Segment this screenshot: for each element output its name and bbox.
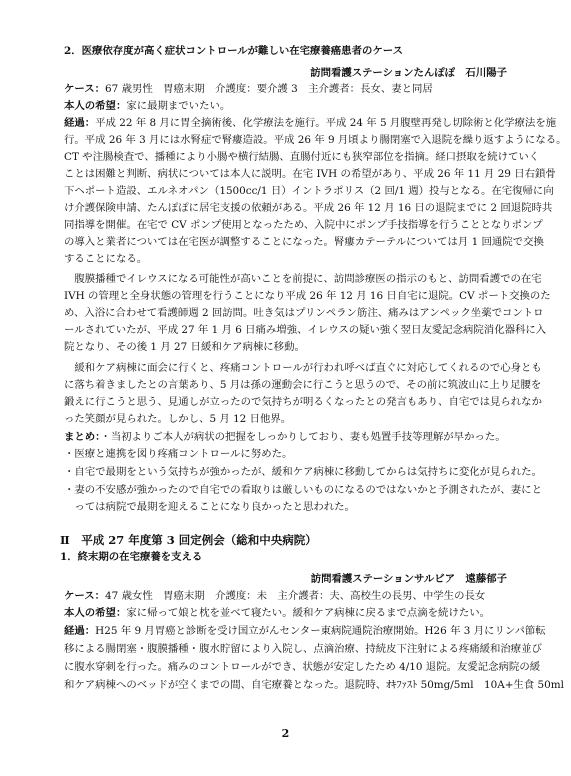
- case2-case: [64, 589, 494, 604]
- case1-wish-label: 本人の希望：: [64, 100, 127, 112]
- case2-course-line: に腹水穿刺を行った。痛みのコントロールができ、状態が安定したため 4/10 退院。友愛記念病院の緩: [64, 661, 541, 673]
- case1-case-label: ケース：: [64, 83, 106, 95]
- case1-course-line: け介護保険申請、たんぽぽに居宅支援の依頼がある。平成 26 年 12 月 16 日の退院までに 2 回退院時共: [64, 202, 553, 214]
- case1-summary-label: まとめ：: [64, 431, 101, 443]
- case1-course-line: 下ヘポート造設、エルネオパン（1500cc/1 日）イントラポリス（2 回/1 週）投与となる。在宅復帰に向: [64, 185, 554, 197]
- case1-author: 訪問看護ステーションたんぽぽ 石川陽子: [310, 67, 507, 79]
- case2-wish-text: 家に帰って娘と枕を並べて寝たい。緩和ケア病棟に戻るまで点滴を続けたい。: [126, 607, 491, 619]
- case1-course-line: 同指導を開催。在宅で CV ポンプ使用となったため、入院中にポンプ手技指導を行うこととなりポンプ: [64, 219, 543, 231]
- case1-course-line: 経過：平成 22 年 8 月に胃全摘術後、化学療法を施行。平成 24 年 5 月腹壁再発し切除術と化学療法を施: [64, 117, 557, 129]
- case2-wish-label: 本人の希望：: [64, 607, 127, 619]
- case2-course-line: 移による腸閉塞・腹膜播種・腹水貯留により入院し、点滴治療、持続皮下注射による疼痛緩和治療並び: [64, 643, 542, 655]
- case1-course-line: 鍛えに行こうと思う、見通しが立ったので気持ちが明るくなったとの発言もあり、自宅では見られなか: [64, 396, 542, 408]
- case2-course-line: 経過：H25 年 9 月胃癌と診断を受け国立がんセンター東病院通院治療開始。H26 年 3 月にリンパ節転: [64, 625, 546, 637]
- case1-course-line: に落ち着きましたとの言葉あり、5 月は孫の運動会に行こうと思うので、その前に筑波山に上り足腰を: [64, 379, 542, 391]
- case1-course-line: IVH の管理と全身状態の管理を行うことになり平成 26 年 12 月 16 日自宅に退院。CV ポート交換のた: [64, 290, 551, 302]
- case1-course-line: 腹膜播種でイレウスになる可能性が高いことを前提に、訪問診療医の指示のもと、訪問看護での在宅: [64, 273, 542, 285]
- case1-course-line: 行。平成 26 年 3 月には水腎症で腎瘻造設。平成 26 年 9 月頃より腸閉塞で入退院を繰り返すようになる。: [64, 134, 567, 146]
- case1-wish: [64, 99, 494, 114]
- case1-case-text: 67 歳男性 胃癌末期 介護度：要介護 3 主介護者：長女、妻と同居: [105, 83, 433, 95]
- case2-title: 1．終末期の在宅療養を支える: [60, 551, 203, 563]
- case1-course-line: 緩和ケア病棟に面会に行くと、疼痛コントロールが行われ呼べば直ぐに対応してくれるので心身とも: [64, 362, 542, 374]
- case1-wish-text: 家に最期までいたい。: [126, 100, 231, 112]
- case1-case: [64, 82, 494, 97]
- case1-summary-line: ・自宅で最期をという気持ちが強かったが、緩和ケア病棟に移動してからは気持ちに変化が見られた。: [64, 466, 542, 478]
- case1-course-label: 経過：: [64, 117, 96, 129]
- case1-summary-line: っては病院で最期を迎えることになり良かったと思われた。: [64, 501, 355, 513]
- case2-course-label: 経過：: [64, 625, 96, 637]
- case1-course-line: った笑顔が見られた。しかし、5 月 12 日他界。: [64, 413, 292, 425]
- case1-course-line: ールされていたが、平成 27 年 1 月 6 日痛み増強、イレウスの疑い強く翌日友愛記念病院消化器科に入: [64, 324, 547, 336]
- case1-summary-line: ・医療と連携を図り疼痛コントロールに努めた。: [64, 448, 293, 460]
- case1-course-line: することになる。: [64, 253, 148, 265]
- case1-summary-line: まとめ：・当初よりご本人が病状の把握をしっかりしており、妻も処置手技等理解が早かった。: [64, 431, 506, 443]
- case2-author: 訪問看護ステーションサルビア 遠藤郁子: [310, 573, 507, 585]
- case1-course-line: の導入と業者については在宅医が調整することになった。腎瘻カテーテルについては月 1 回通院で交換: [64, 236, 544, 248]
- case2-case-text: 47 歳女性 胃癌末期 介護度：未 主介護者：夫、高校生の長男、中学生の長女: [105, 590, 486, 602]
- case1-title: 2．医療依存度が高く症状コントロールが難しい在宅療養癌患者のケース: [64, 45, 403, 57]
- case2-case-label: ケース：: [64, 590, 106, 602]
- case1-course-line: CT や注腸検査で、播種により小腸や横行結腸、直腸付近にも狭窄部位を指摘。経口摂取を続けていく: [64, 151, 540, 163]
- case2-wish: [64, 606, 494, 621]
- section2-heading: Ⅱ 平成 27 年度第 3 回定例会（総和中央病院）: [60, 533, 317, 547]
- page-number: 2: [281, 727, 290, 740]
- case2-course-line: 和ケア病棟へのベッドが空くまでの間、自宅療養となった。退院時、ｵｷﾌｧｽﾄ 50mg/5ml 10A+生食 50ml: [64, 679, 564, 691]
- case1-summary-line: ・妻の不安感が強かったので自宅での看取りは厳しいものになるのではないかと予測されたが、妻にと: [64, 484, 542, 496]
- case1-course-line: 院となり、その後 1 月 27 日緩和ケア病棟に移動。: [64, 341, 305, 353]
- case1-course-line: ことは困難と判断、病状については本人に説明。在宅 IVH の希望があり、平成 26 年 11 月 29 日右鎖骨: [64, 168, 556, 180]
- case1-course-line: め、入浴に合わせて看護師週 2 回訪問。吐き気はプリンペラン筋注、痛みはアンペック坐薬でコントロ: [64, 307, 544, 319]
